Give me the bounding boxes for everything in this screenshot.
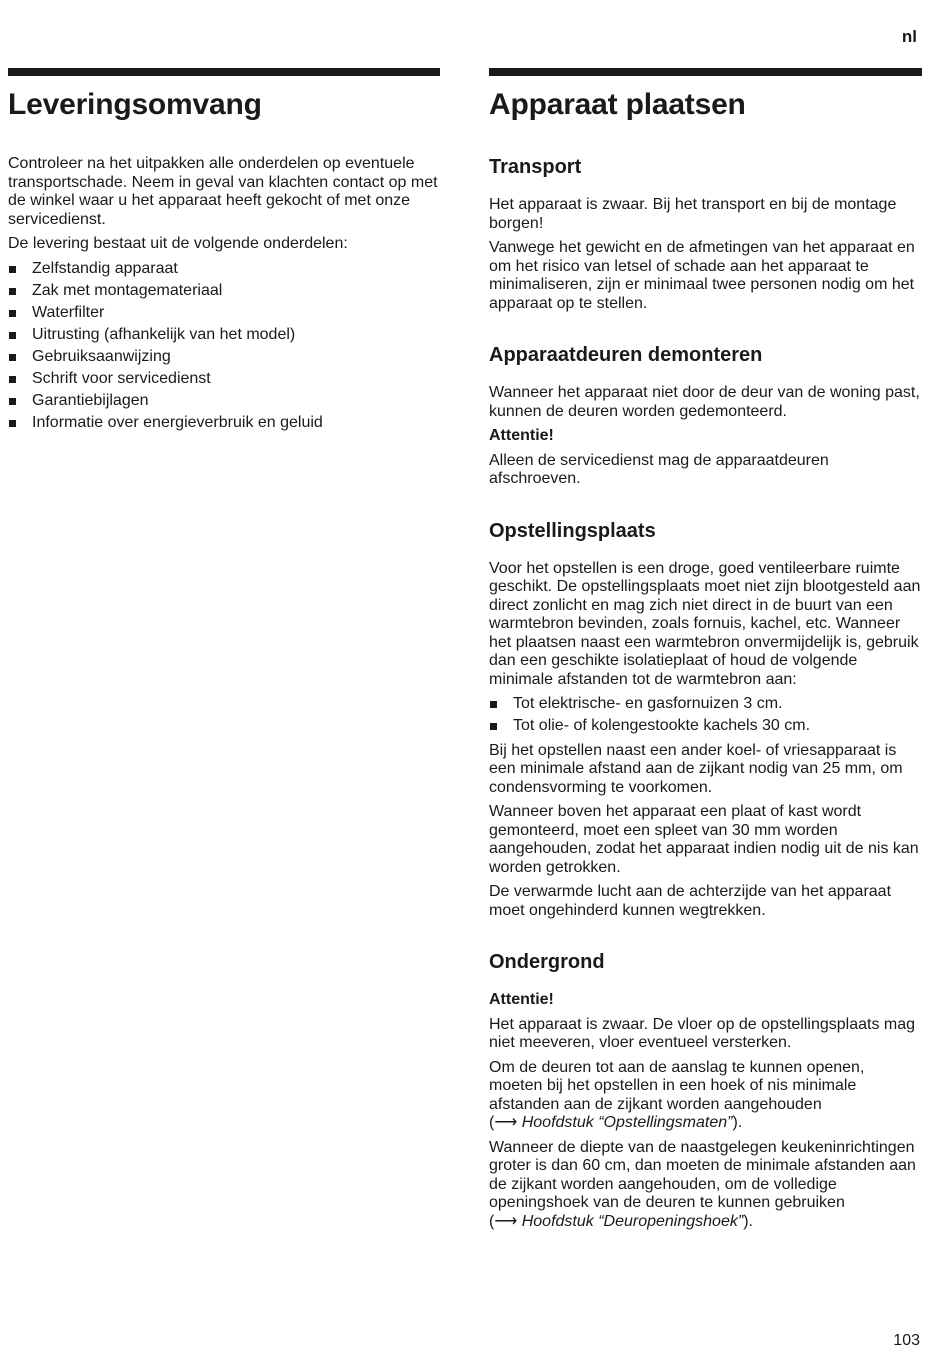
right-column — [489, 68, 922, 1261]
section-rule — [489, 68, 922, 76]
location-paragraph: Bij het opstellen naast een ander koel- of vriesapparaat is een minimale afstand aan de zijkant nodig van 25 mm, om condensvorming te voorkomen. — [489, 741, 903, 796]
transport-paragraph: Vanwege het gewicht en de afmetingen van het apparaat en om het risico van letsel of schade aan het apparaat te minimaliseren, zijn er minimaal twee personen nodig om het apparaat op te stellen. — [489, 239, 915, 312]
floor-section — [489, 950, 922, 1231]
list-item: Waterfilter — [8, 304, 440, 323]
distance-list — [489, 695, 922, 736]
left-column — [8, 68, 440, 438]
chapter-reference: Hoofdstuk “Deuropeningshoek” — [521, 1212, 744, 1230]
list-item: Tot elektrische- en gasfornuizen 3 cm. — [489, 695, 922, 714]
list-item: Zak met montagemateriaal — [8, 282, 440, 301]
attention-label: Attentie! — [489, 991, 554, 1008]
language-code: nl — [901, 27, 917, 46]
list-item: Garantiebijlagen — [8, 392, 440, 411]
doors-paragraph: Wanneer het apparaat niet door de deur van de woning past, kunnen de deuren worden gedemonteerd. — [489, 384, 920, 420]
bullet-icon — [9, 288, 16, 295]
doors-section — [489, 343, 922, 489]
transport-section — [489, 155, 922, 313]
section-rule — [8, 68, 440, 76]
location-paragraph: Voor het opstellen is een droge, goed ventileerbare ruimte geschikt. De opstellingsplaats moet niet zijn blootgesteld aan direct zonlicht en mag zich niet direct in de buurt van een warmtebron bevinden, zoals fornuis, kachel, etc. Wanneer het plaatsen naast een warmtebron onvermijdelijk is, gebruik dan een geschikte isolatieplaat of houd de volgende minimale afstanden tot de warmtebron aan: — [489, 559, 921, 688]
location-heading: Opstellingsplaats — [489, 519, 656, 542]
bullet-icon — [9, 354, 16, 361]
floor-paragraph: Wanneer de diepte van de naastgelegen keukeninrichtingen groter is dan 60 cm, dan moeten de minimale afstanden aan de zijkant worden aangehouden, om de volledige openingshoek van de deuren te kunnen gebruiken (⟶ Hoofdstuk “Deuropeningshoek”). — [489, 1138, 916, 1230]
list-item: Tot olie- of kolengestookte kachels 30 cm. — [489, 717, 922, 736]
bullet-icon — [9, 420, 16, 427]
bullet-icon — [9, 332, 16, 339]
section-title-placement: Apparaat plaatsen — [489, 88, 746, 121]
floor-heading: Ondergrond — [489, 951, 605, 973]
list-item: Zelfstandig apparaat — [8, 260, 440, 279]
bullet-icon — [490, 723, 497, 730]
delivery-list — [8, 260, 440, 433]
doors-warning: Alleen de servicedienst mag de apparaatdeuren afschroeven. — [489, 451, 829, 487]
page-number: 103 — [893, 1332, 920, 1349]
list-item: Schrift voor servicedienst — [8, 370, 440, 389]
doors-heading: Apparaatdeuren demonteren — [489, 344, 763, 366]
floor-paragraph: Om de deuren tot aan de aanslag te kunnen openen, moeten bij het opstellen in een hoek of nis minimale afstanden aan de zijkant worden aangehouden (⟶ Hoofdstuk “Opstellingsmaten”). — [489, 1058, 865, 1131]
delivery-list-intro: De levering bestaat uit de volgende onderdelen: — [8, 235, 348, 252]
location-paragraph: De verwarmde lucht aan de achterzijde van het apparaat moet ongehinderd kunnen wegtrekken. — [489, 883, 892, 919]
chapter-reference: Hoofdstuk “Opstellingsmaten” — [521, 1114, 733, 1131]
bullet-icon — [490, 701, 497, 708]
transport-paragraph: Het apparaat is zwaar. Bij het transport en bij de montage borgen! — [489, 196, 897, 232]
bullet-icon — [9, 376, 16, 383]
attention-label: Attentie! — [489, 427, 554, 444]
section-title-delivery: Leveringsomvang — [8, 88, 262, 121]
list-item: Informatie over energieverbruik en geluid — [8, 414, 440, 433]
transport-heading: Transport — [489, 156, 582, 178]
delivery-intro: Controleer na het uitpakken alle onderdelen op eventuele transportschade. Neem in geval van klachten contact op met de winkel waar u het apparaat heeft gekocht of met onze servicedienst. — [8, 155, 438, 228]
location-section — [489, 519, 922, 921]
list-item: Gebruiksaanwijzing — [8, 348, 440, 367]
bullet-icon — [9, 266, 16, 273]
bullet-icon — [9, 310, 16, 317]
bullet-icon — [9, 398, 16, 405]
location-paragraph: Wanneer boven het apparaat een plaat of kast wordt gemonteerd, moet een spleet van 30 mm worden aangehouden, zodat het apparaat indien nodig uit de nis kan worden getrokken. — [489, 803, 919, 876]
list-item: Uitrusting (afhankelijk van het model) — [8, 326, 440, 345]
floor-paragraph: Het apparaat is zwaar. De vloer op de opstellingsplaats mag niet meeveren, vloer eventueel versterken. — [489, 1015, 916, 1051]
